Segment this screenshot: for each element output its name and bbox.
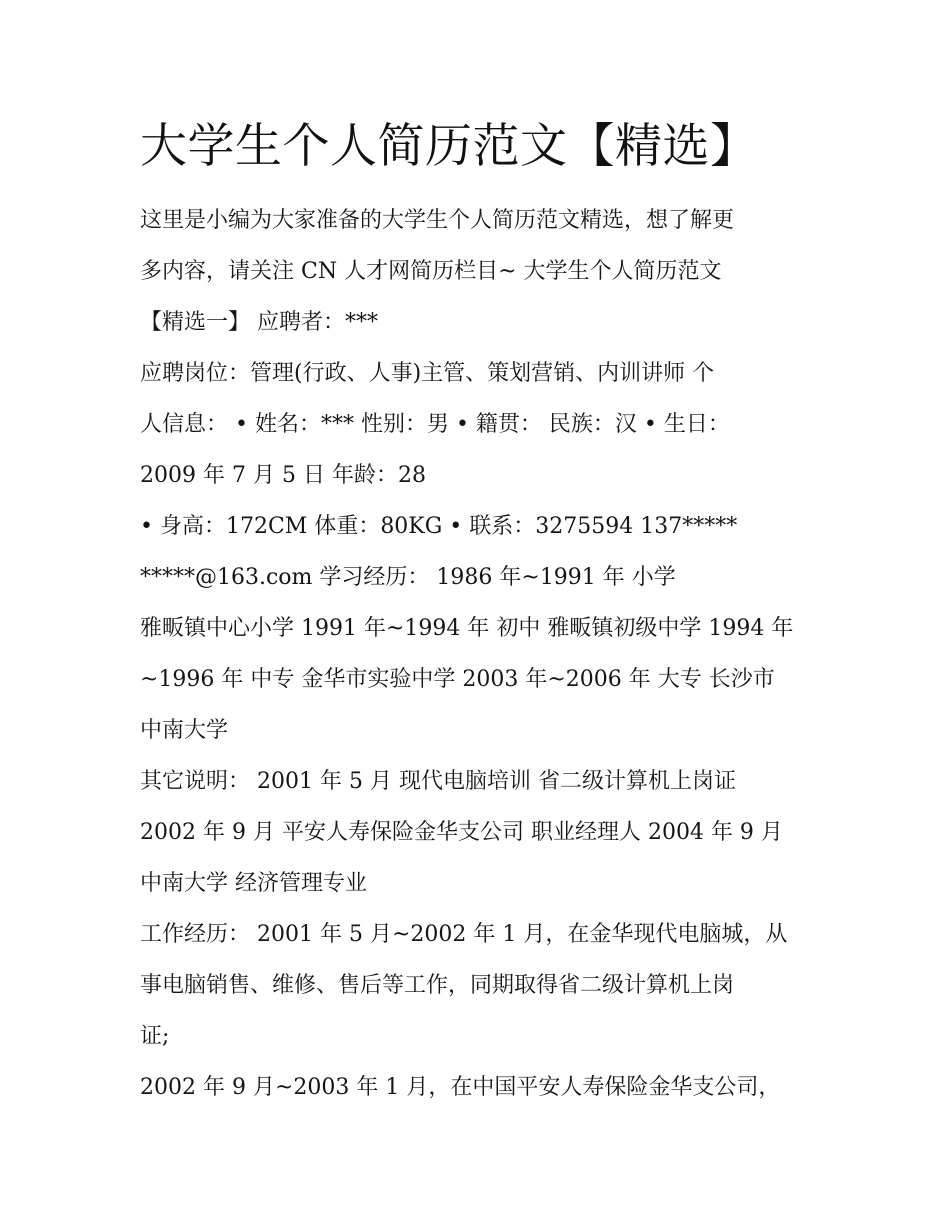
text-line: 人信息： • 姓名：*** 性别：男 • 籍贯： 民族：汉 • 生日： <box>140 412 730 437</box>
text-line: 2002 年 9 月 平安人寿保险金华支公司 职业经理人 2004 年 9 月 <box>140 820 783 845</box>
text-line: 2009 年 7 月 5 日 年龄：28 <box>140 463 426 488</box>
document-title: 大学生个人简历范文【精选】 <box>140 119 758 174</box>
text-line: 中南大学 <box>140 718 229 743</box>
text-line: *****@163.com 学习经历： 1986 年~1991 年 小学 <box>140 565 676 590</box>
text-line: 证; <box>140 1024 170 1049</box>
text-line: ~1996 年 中专 金华市实验中学 2003 年~2006 年 大专 长沙市 <box>140 667 775 692</box>
text-line: 【精选一】 应聘者：*** <box>140 310 378 335</box>
text-line: 事电脑销售、维修、售后等工作，同期取得省二级计算机上岗 <box>140 973 735 998</box>
text-line: • 身高：172CM 体重：80KG • 联系：3275594 137***** <box>140 514 738 539</box>
text-line: 工作经历： 2001 年 5 月~2002 年 1 月，在金华现代电脑城，从 <box>140 922 788 947</box>
text-line: 应聘岗位：管理(行政、人事)主管、策划营销、内训讲师 个 <box>140 361 715 386</box>
text-line: 2002 年 9 月~2003 年 1 月，在中国平安人寿保险金华支公司， <box>140 1075 781 1100</box>
text-line: 这里是小编为大家准备的大学生个人简历范文精选，想了解更 <box>140 208 735 233</box>
text-line: 中南大学 经济管理专业 <box>140 871 367 896</box>
document-body <box>140 195 830 1113</box>
text-line: 雅畈镇中心小学 1991 年~1994 年 初中 雅畈镇初级中学 1994 年 <box>140 616 794 641</box>
text-line: 其它说明： 2001 年 5 月 现代电脑培训 省二级计算机上岗证 <box>140 769 736 794</box>
text-line: 多内容，请关注 CN 人才网简历栏目~ 大学生个人简历范文 <box>140 259 722 284</box>
